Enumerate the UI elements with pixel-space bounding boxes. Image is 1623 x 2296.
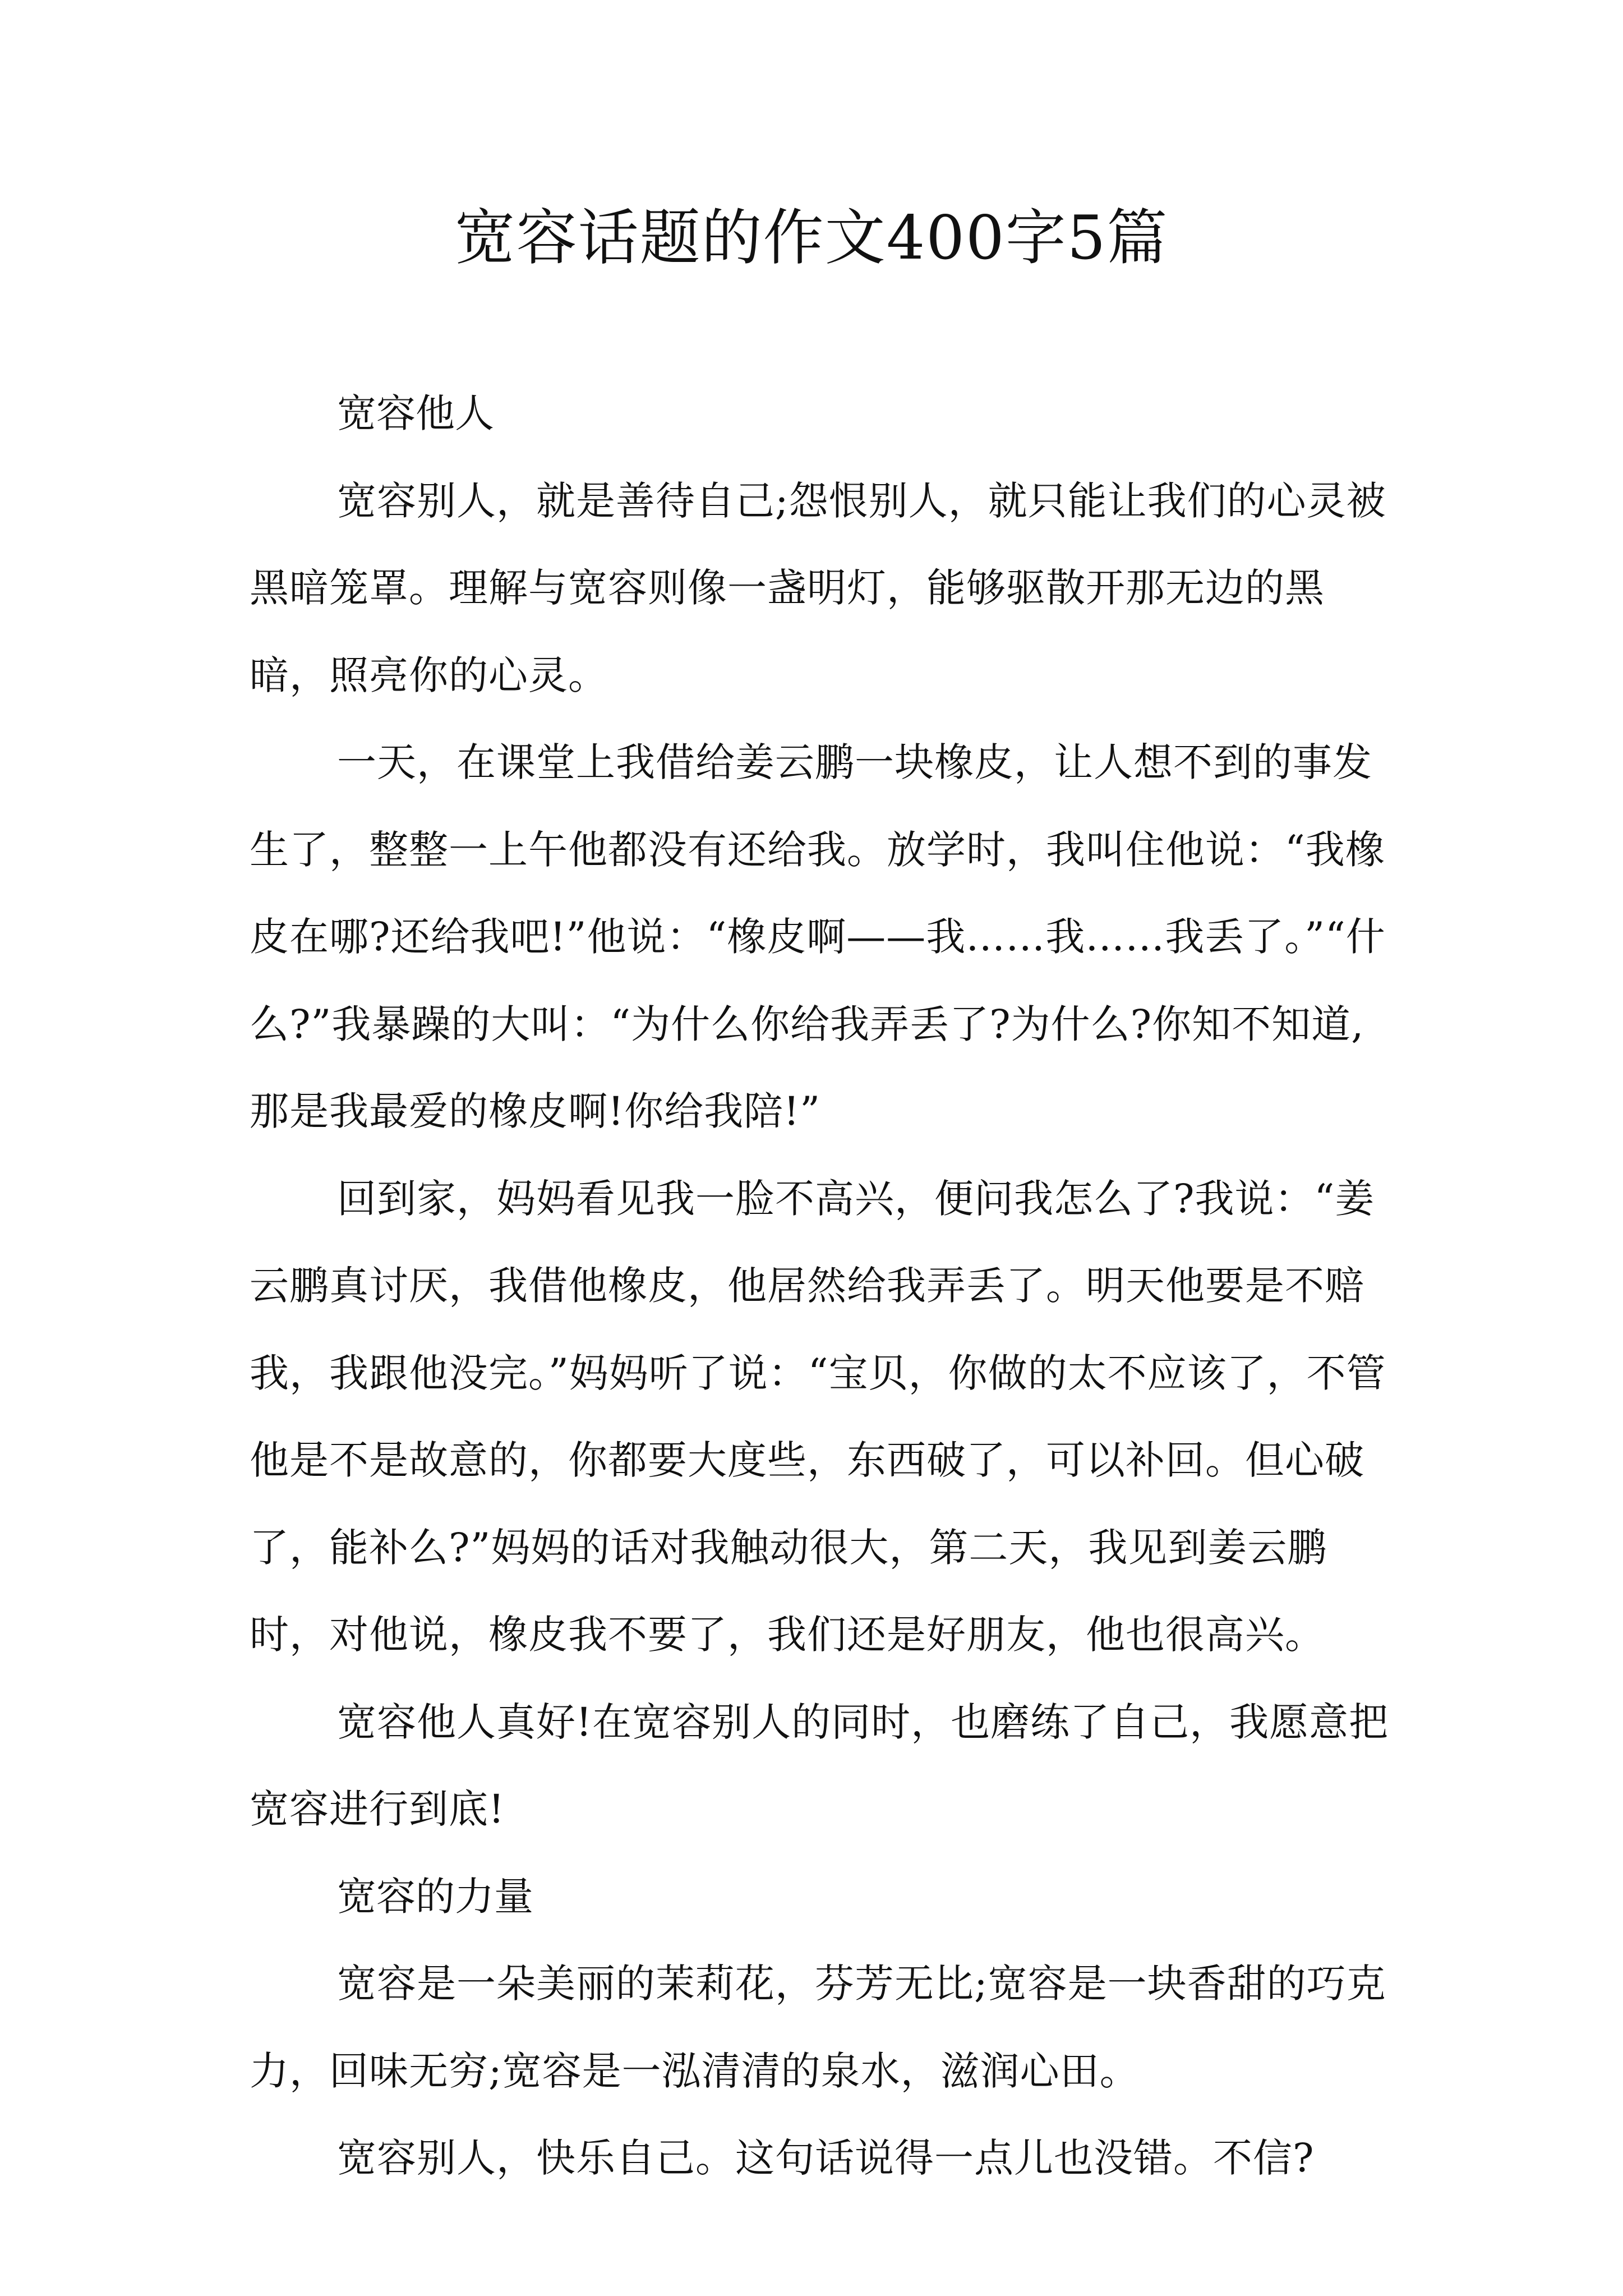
section-heading: 宽容他人 (337, 390, 494, 436)
paragraph: 一天，在课堂上我借给姜云鹏一块橡皮，让人想不到的事发生了，整整一上午他都没有还给我。放学时，我叫住他说：“我橡皮在哪?还给我吧!”他说：“橡皮啊——我……我……我丢了。”“什么?”我暴躁的大叫：“为什么你给我弄丢了?为什么?你知不知道,那是我最爱的橡皮啊!你给我陪!” (250, 739, 1386, 1134)
document-title: 宽容话题的作文400字5篇 (454, 203, 1169, 273)
paragraph: 宽容是一朵美丽的茉莉花，芬芳无比;宽容是一块香甜的巧克力，回味无穷;宽容是一泓清清的泉水，滋润心田。 (250, 1961, 1386, 2094)
paragraph: 宽容别人，就是善待自己;怨恨别人，就只能让我们的心灵被黑暗笼罩。理解与宽容则像一盏明灯，能够驱散开那无边的黑暗，照亮你的心灵。 (250, 477, 1386, 698)
paragraph: 回到家，妈妈看见我一脸不高兴，便问我怎么了?我说：“姜云鹏真讨厌，我借他橡皮，他居然给我弄丢了。明天他要是不赔我，我跟他没完。”妈妈听了说：“宝贝，你做的太不应该了，不管他是不是故意的，你都要大度些，东西破了，可以补回。但心破了，能补么?”妈妈的话对我触动很大，第二天，我见到姜云鹏时，对他说，橡皮我不要了，我们还是好朋友，他也很高兴。 (250, 1175, 1386, 1658)
paragraph: 宽容他人真好!在宽容别人的同时，也磨练了自己，我愿意把宽容进行到底! (250, 1699, 1389, 1832)
section-heading: 宽容的力量 (337, 1873, 533, 1920)
document-body (250, 370, 1399, 2202)
paragraph: 宽容别人，快乐自己。这句话说得一点儿也没错。不信? (337, 2135, 1315, 2181)
